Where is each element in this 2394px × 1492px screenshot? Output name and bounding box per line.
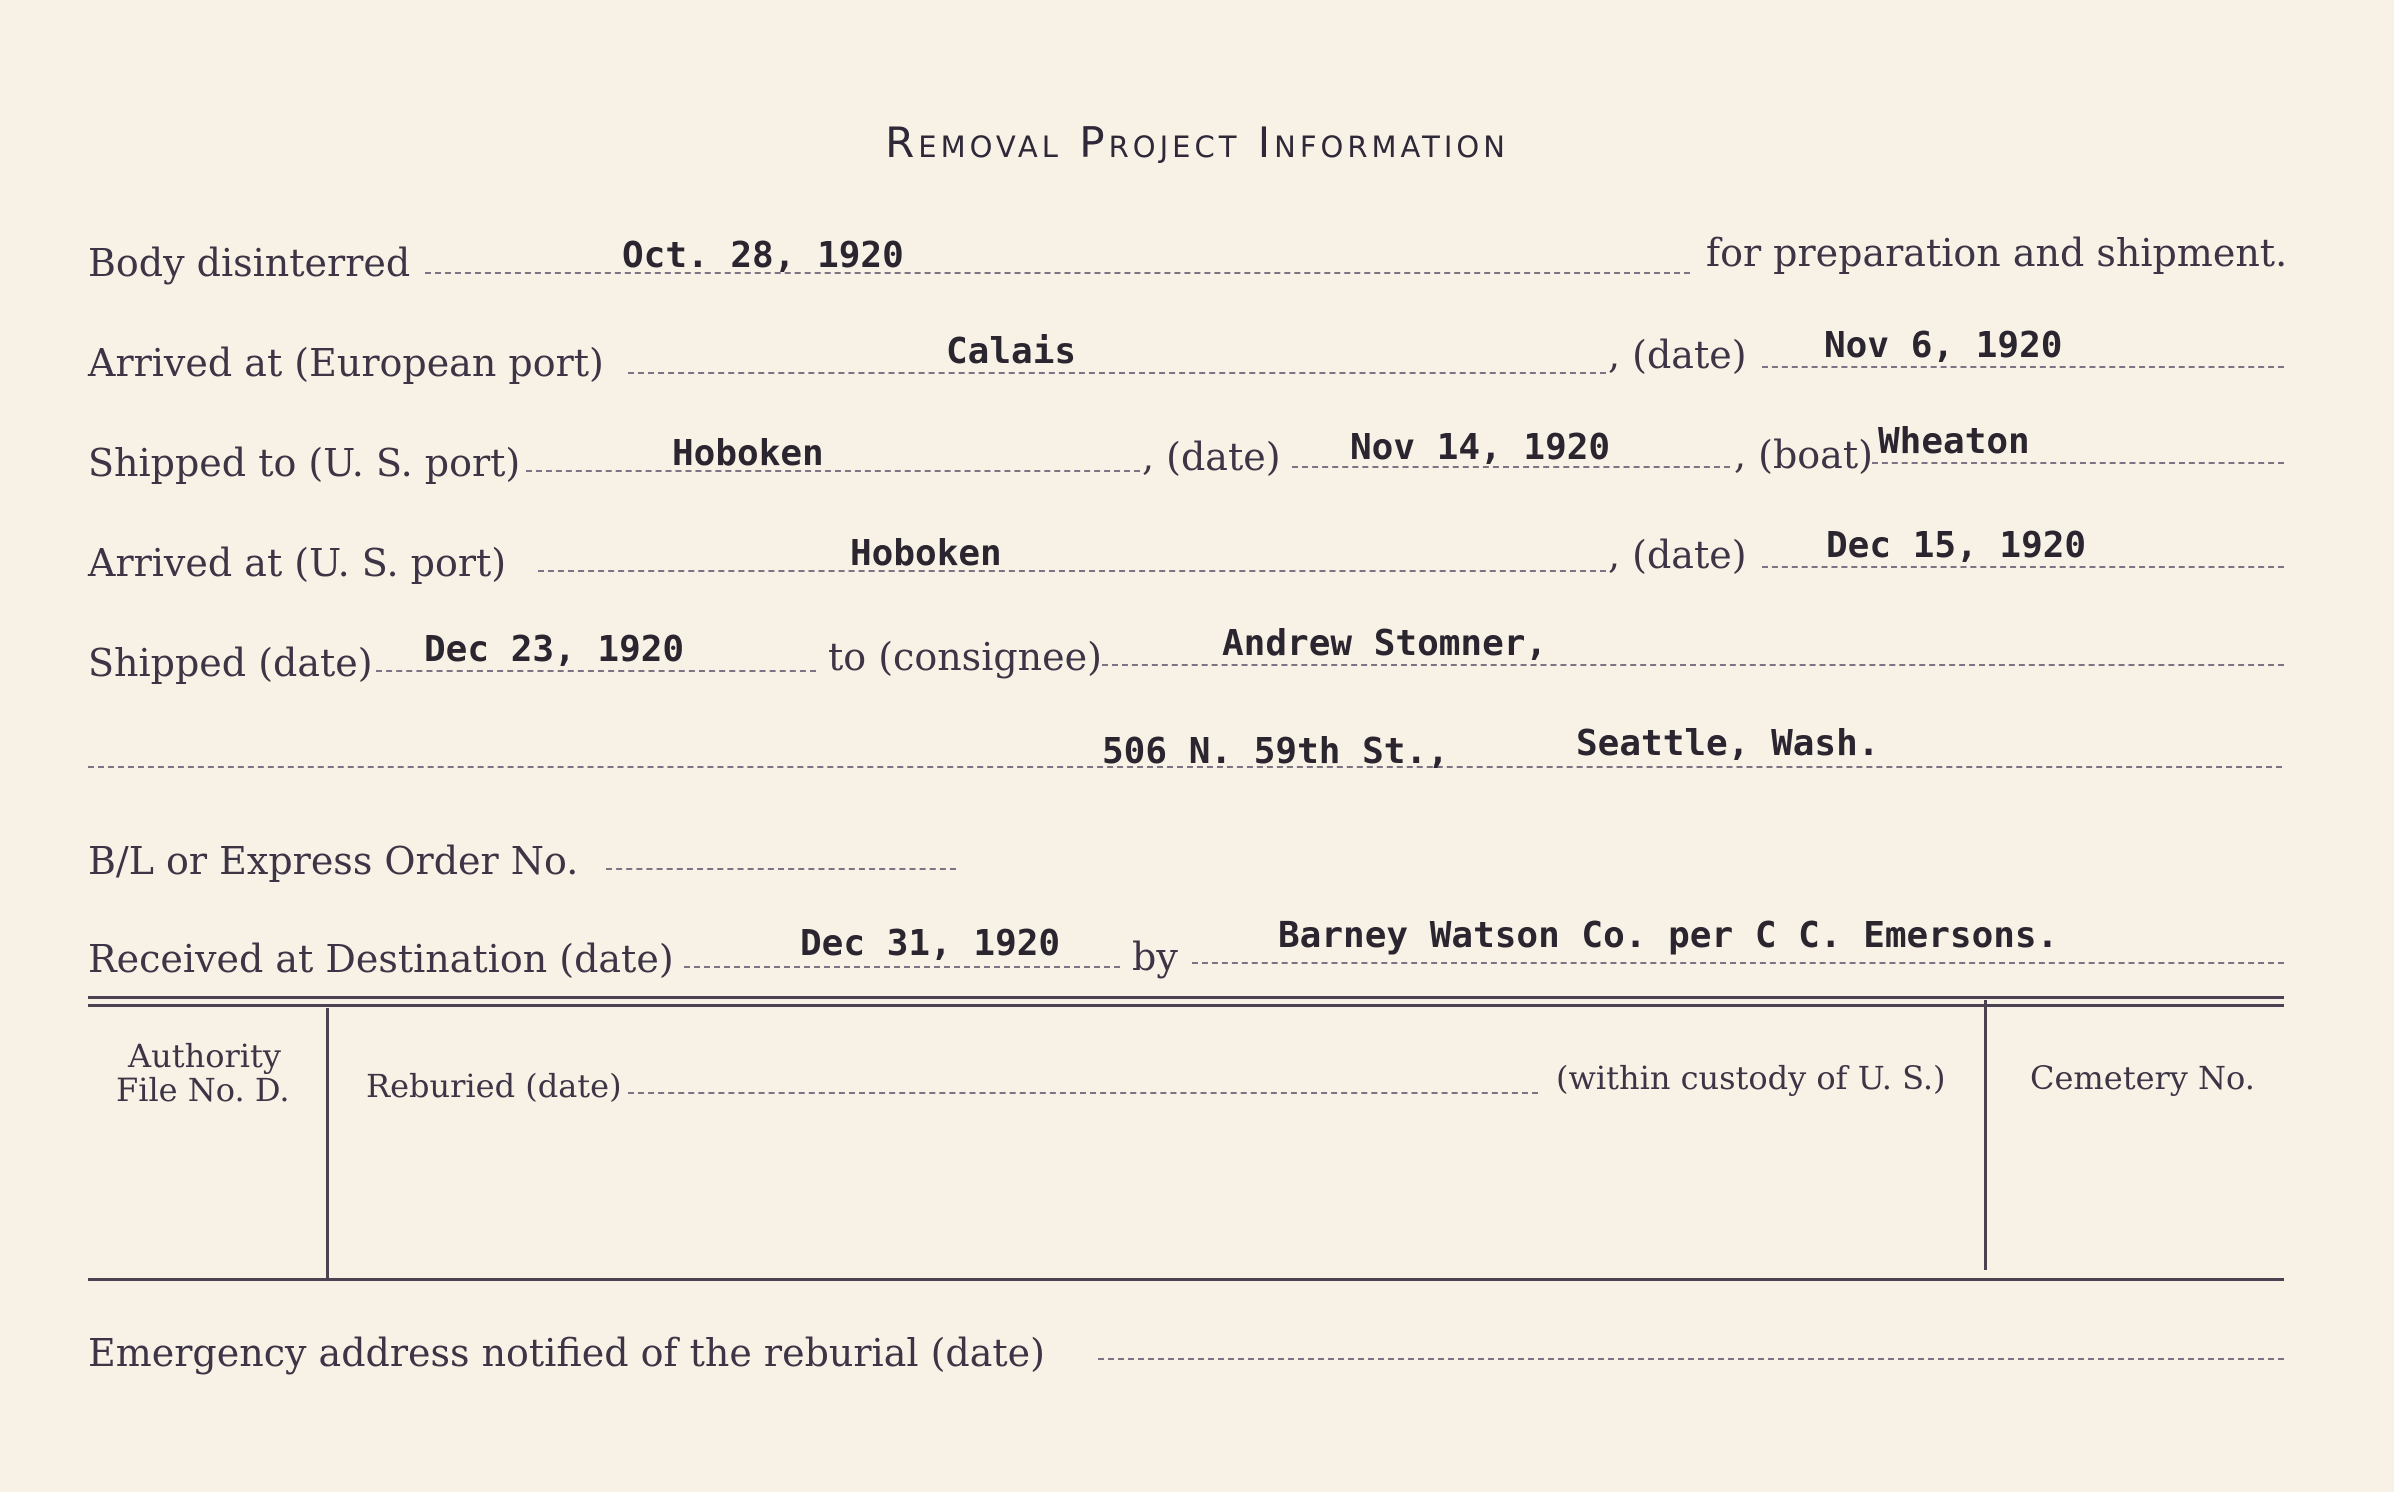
preparation-shipment-text: for preparation and shipment. bbox=[1706, 231, 2288, 275]
reburied-label: Reburied (date) bbox=[366, 1067, 622, 1105]
received-by-line bbox=[1192, 962, 2284, 964]
consignee-city: Seattle, Wash. bbox=[1576, 723, 1880, 764]
consignee-label: to (consignee) bbox=[828, 635, 1102, 679]
authority-label-line1: Authority bbox=[128, 1037, 281, 1075]
consignee-value: Andrew Stomner, bbox=[1222, 623, 1548, 664]
authority-label-line2: File No. D. bbox=[116, 1071, 290, 1109]
boat-value: Wheaton bbox=[1878, 421, 2030, 462]
shipped-date-row-label: Shipped (date) bbox=[88, 641, 373, 685]
express-order-line bbox=[606, 868, 956, 870]
european-port-line bbox=[628, 372, 1606, 374]
boat-line bbox=[1872, 462, 2284, 464]
card-title: Removal Project Information bbox=[885, 118, 1509, 167]
shipped-to-us-port-label: Shipped to (U. S. port) bbox=[88, 441, 521, 485]
european-port-label: Arrived at (European port) bbox=[88, 341, 604, 385]
box-top-rule-1 bbox=[88, 996, 2284, 999]
box-left-divider bbox=[326, 1008, 329, 1280]
european-arrival-date: Nov 6, 1920 bbox=[1824, 325, 2063, 366]
body-disinterred-label: Body disinterred bbox=[88, 241, 411, 285]
cemetery-number-label: Cemetery No. bbox=[2030, 1059, 2255, 1097]
consignee-line bbox=[1102, 664, 2284, 666]
shipped-to-port-line bbox=[526, 470, 1140, 472]
arrived-us-date-label: , (date) bbox=[1608, 533, 1747, 577]
received-by-value: Barney Watson Co. per C C. Emersons. bbox=[1278, 915, 2059, 956]
express-order-label: B/L or Express Order No. bbox=[88, 839, 579, 883]
emergency-address-line bbox=[1098, 1358, 2284, 1360]
box-right-divider bbox=[1984, 1000, 1987, 1270]
box-bottom-rule bbox=[88, 1278, 2284, 1281]
european-port-value: Calais bbox=[946, 331, 1077, 372]
emergency-address-label: Emergency address notified of the reburial (date) bbox=[88, 1331, 1045, 1375]
arrived-us-port-label: Arrived at (U. S. port) bbox=[88, 541, 507, 585]
body-disinterred-date: Oct. 28, 1920 bbox=[622, 235, 904, 276]
arrived-us-port-value: Hoboken bbox=[850, 533, 1002, 574]
arrived-us-date-value: Dec 15, 1920 bbox=[1826, 525, 2087, 566]
shipped-date-value: Nov 14, 1920 bbox=[1350, 427, 1611, 468]
custody-label: (within custody of U. S.) bbox=[1556, 1059, 1946, 1097]
reburied-line bbox=[628, 1092, 1538, 1094]
european-date-label: , (date) bbox=[1608, 333, 1747, 377]
european-date-line bbox=[1762, 366, 2284, 368]
shipped-date-label: , (date) bbox=[1142, 435, 1281, 479]
consignee-street-address: 506 N. 59th St., bbox=[1102, 731, 1449, 772]
received-by-label: by bbox=[1132, 935, 1178, 979]
received-date-value: Dec 31, 1920 bbox=[800, 923, 1061, 964]
shipped-date-row-value: Dec 23, 1920 bbox=[424, 629, 685, 670]
arrived-us-date-line bbox=[1762, 566, 2284, 568]
arrived-us-port-line bbox=[538, 570, 1606, 572]
shipped-to-port-value: Hoboken bbox=[672, 433, 824, 474]
boat-label: , (boat) bbox=[1734, 433, 1873, 477]
received-date-line bbox=[684, 966, 1120, 968]
box-top-rule-2 bbox=[88, 1004, 2284, 1007]
received-destination-label: Received at Destination (date) bbox=[88, 937, 674, 981]
shipped-date-row-line bbox=[376, 670, 816, 672]
body-disinterred-line bbox=[425, 272, 1690, 274]
